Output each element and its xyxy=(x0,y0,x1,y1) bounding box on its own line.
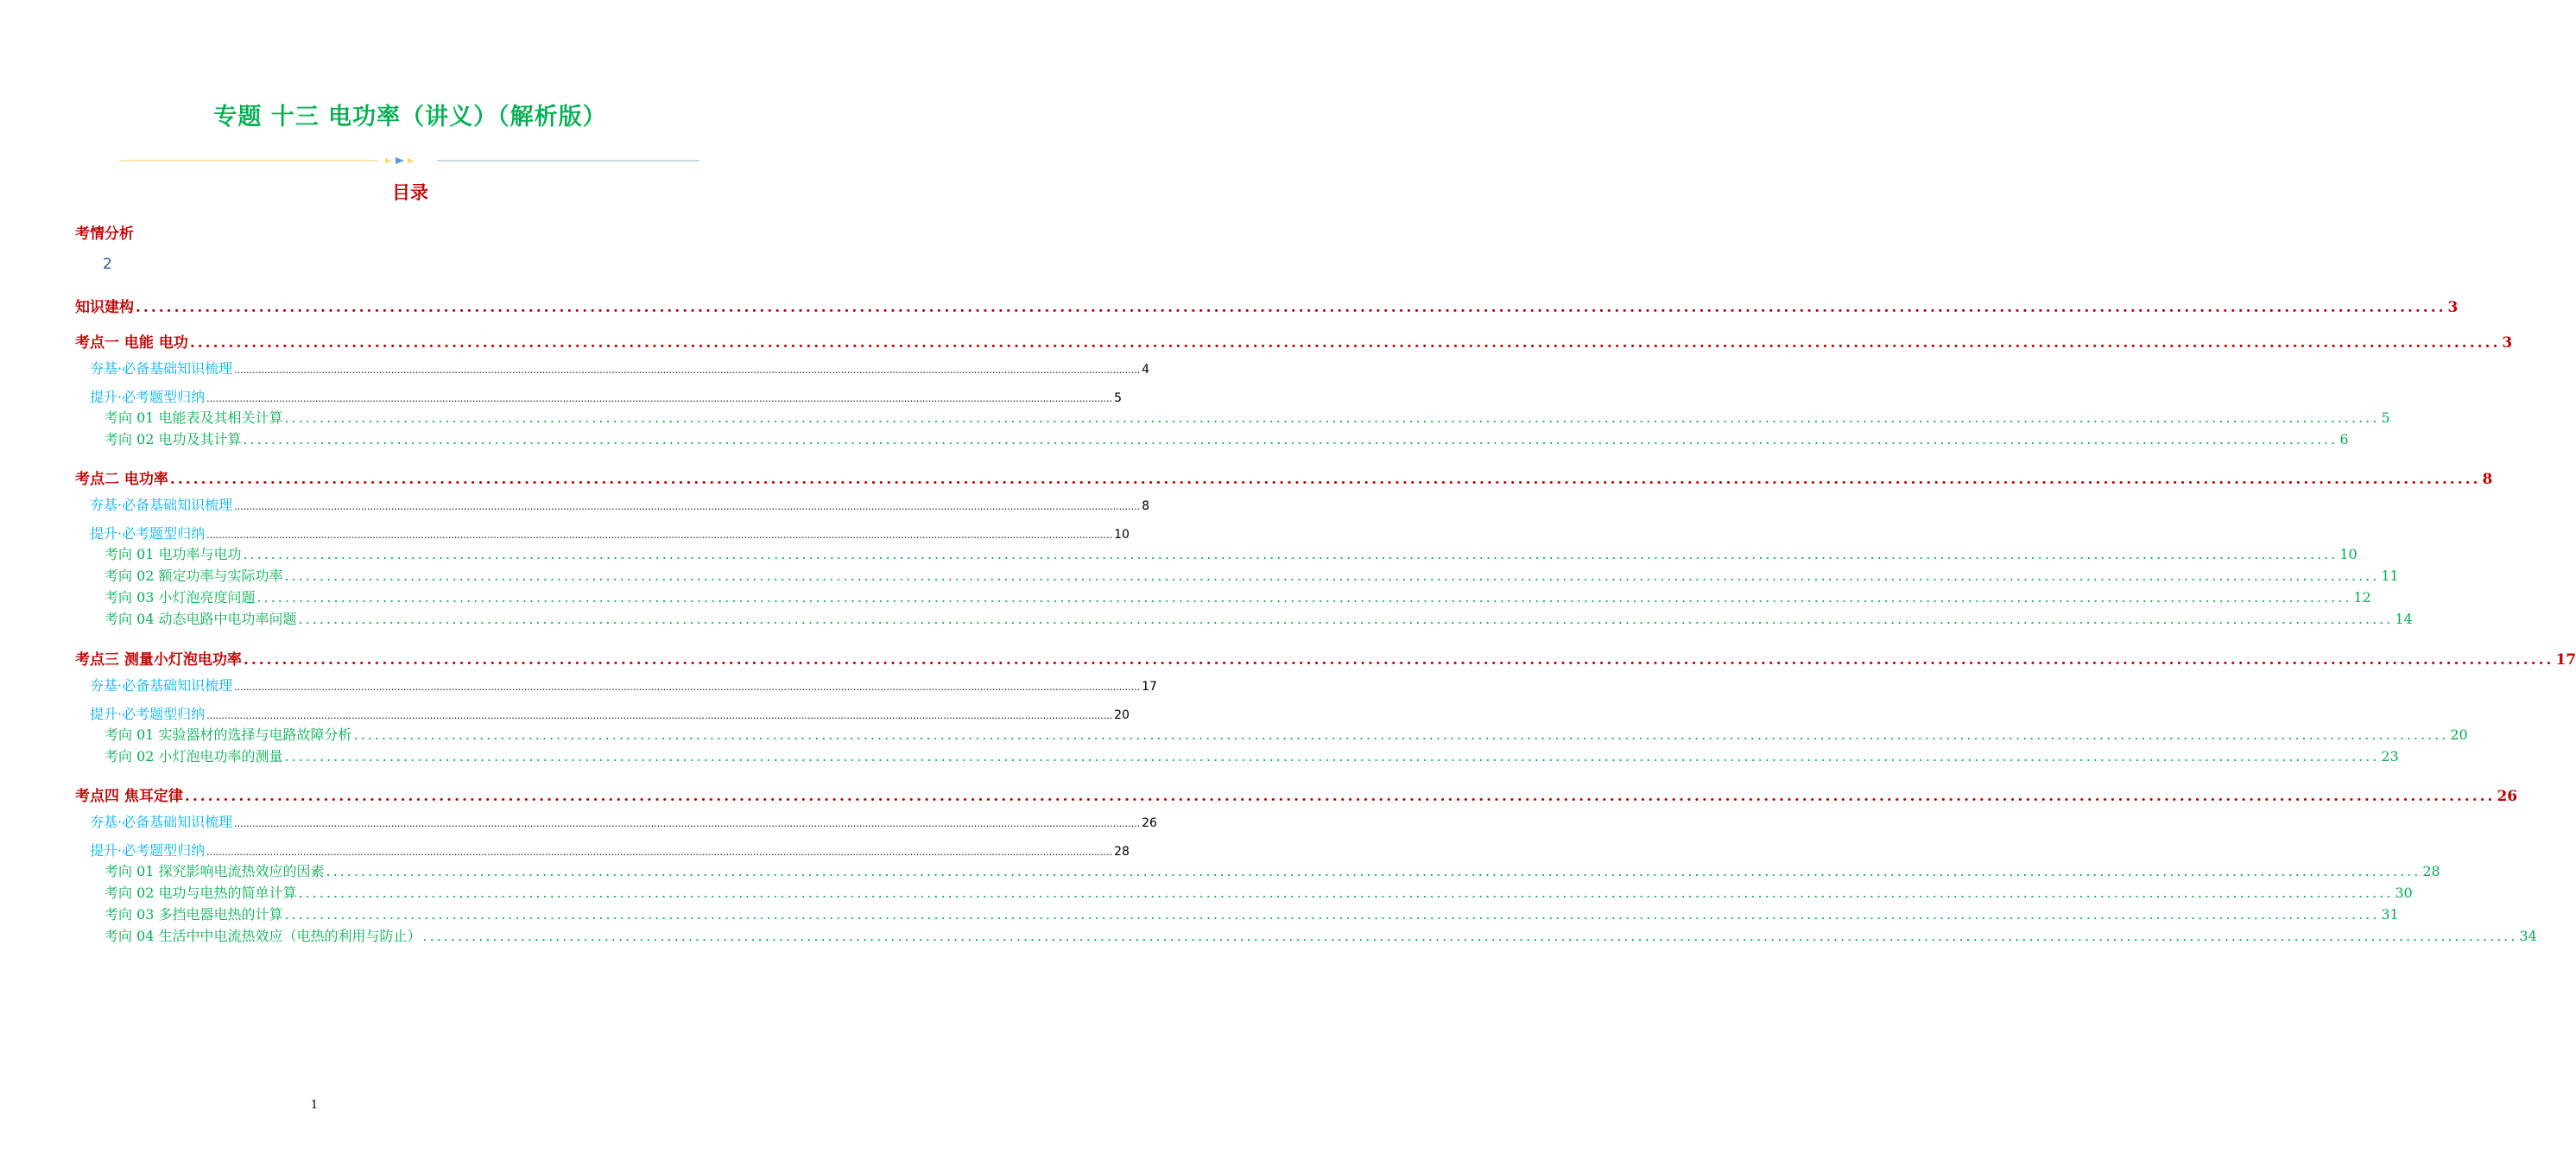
toc-item-4-4[interactable] xyxy=(104,925,2537,945)
toc-section-title: 考点三 测量小灯泡电功率 xyxy=(75,651,242,669)
toc-basics-label: 夯基·必备基础知识梳理 xyxy=(90,497,233,513)
toc-item-label: 考向 02 电功及其计算 xyxy=(104,431,242,447)
toc-item-label: 考向 01 电能表及其相关计算 xyxy=(104,409,283,426)
toc-item-3-2[interactable] xyxy=(104,745,2399,765)
toc-item-4-2[interactable] xyxy=(104,882,2413,902)
toc-page-number: 26 xyxy=(1142,816,1157,830)
toc-page-number: 31 xyxy=(2381,906,2399,923)
toc-leader-dots: ............................................................................................................................................................................................................................................................................................................ xyxy=(284,568,2380,584)
toc-section-title: 考点一 电能 电功 xyxy=(75,334,188,352)
toc-page-number: 28 xyxy=(1114,845,1130,859)
toc-item-4-1[interactable] xyxy=(104,860,2440,880)
toc-leader-dots: ............................................................................................................................................................................................................................................................................................................ xyxy=(326,863,2421,879)
toc-leader-dots: ............................................................................................................................................................................................................................................................................................................ xyxy=(298,611,2394,627)
toc-page-number: 17 xyxy=(2555,651,2576,669)
divider-arrow-blue xyxy=(396,157,404,164)
toc-leader-dots: ............................................................................................................................................................................................................................................................................................................ xyxy=(206,710,1113,721)
toc-page-number: 6 xyxy=(2339,431,2349,447)
toc-section-4[interactable] xyxy=(75,784,2518,805)
toc-practice-label: 提升·必考题型归纳 xyxy=(90,525,206,542)
toc-page-number: 12 xyxy=(2353,589,2371,606)
toc-item-1-1[interactable] xyxy=(104,407,2390,427)
toc-leader-dots: ............................................................................................................................................................................................................................................................................................................ xyxy=(243,651,2554,669)
toc-basics-3[interactable] xyxy=(90,675,1157,695)
toc-item-label: 考向 01 探究影响电流热效应的因素 xyxy=(104,863,325,879)
toc-leader-dots: ............................................................................................................................................................................................................................................................................................................ xyxy=(234,818,1141,829)
toc-leader-dots: ............................................................................................................................................................................................................................................................................................................ xyxy=(353,726,2449,743)
toc-section-2[interactable] xyxy=(75,466,2493,488)
title-divider xyxy=(119,152,699,169)
page-number: 1 xyxy=(310,1099,319,1112)
toc-item-3-1[interactable] xyxy=(104,724,2468,744)
toc-page-number: 28 xyxy=(2422,863,2440,879)
toc-leader-dots: ............................................................................................................................................................................................................................................................................................................ xyxy=(189,334,2501,352)
toc-basics-4[interactable] xyxy=(90,811,1157,831)
toc-leader-dots: ............................................................................................................................................................................................................................................................................................................ xyxy=(243,546,2339,562)
toc-leader-dots: ............................................................................................................................................................................................................................................................................................................ xyxy=(234,365,1141,376)
toc-section-title: 考点四 焦耳定律 xyxy=(75,788,183,805)
toc-item-label: 考向 03 小灯泡亮度问题 xyxy=(104,589,256,606)
toc-leader-dots: ............................................................................................................................................................................................................................................................................................................ xyxy=(234,501,1141,512)
toc-leader-dots: ............................................................................................................................................................................................................................................................................................................ xyxy=(234,682,1141,693)
toc-leader-dots: ............................................................................................................................................................................................................................................................................................................ xyxy=(184,788,2496,805)
toc-practice-label: 提升·必考题型归纳 xyxy=(90,706,206,722)
toc-section-title: 考点二 电功率 xyxy=(75,471,168,488)
toc-item-1-2[interactable] xyxy=(104,428,2349,448)
toc-leader-dots: ............................................................................................................................................................................................................................................................................................................ xyxy=(284,748,2380,764)
toc-heading: 目录 xyxy=(392,181,428,203)
toc-leader-dots: ............................................................................................................................................................................................................................................................................................................ xyxy=(256,589,2352,606)
toc-item-label: 考向 01 实验器材的选择与电路故障分析 xyxy=(104,726,352,743)
divider-arrow-yellow-2 xyxy=(408,158,415,163)
toc-entry-label: 知识建构 xyxy=(75,299,134,316)
toc-practice-label: 提升·必考题型归纳 xyxy=(90,842,206,859)
toc-page-number: 5 xyxy=(2381,409,2390,426)
divider-arrow-yellow xyxy=(385,158,392,163)
toc-leader-dots: ............................................................................................................................................................................................................................................................................................................ xyxy=(206,393,1113,404)
toc-page-number: 23 xyxy=(2381,748,2399,764)
toc-item-label: 考向 04 动态电路中电功率问题 xyxy=(104,611,297,627)
toc-basics-label: 夯基·必备基础知识梳理 xyxy=(90,360,233,377)
toc-basics-label: 夯基·必备基础知识梳理 xyxy=(90,814,233,830)
document-title: 专题 十三 电功率（讲义）（解析版） xyxy=(213,104,607,130)
toc-page-number: 8 xyxy=(2482,471,2493,488)
toc-page-number: 11 xyxy=(2381,568,2399,584)
toc-page-number: 17 xyxy=(1142,680,1157,694)
toc-item-label: 考向 02 额定功率与实际功率 xyxy=(104,568,283,584)
toc-leader-dots: ............................................................................................................................................................................................................................................................................................................ xyxy=(206,847,1113,858)
toc-item-2-4[interactable] xyxy=(104,608,2413,628)
toc-page-number: 10 xyxy=(2339,546,2358,562)
toc-item-4-3[interactable] xyxy=(104,904,2399,923)
toc-practice-4[interactable] xyxy=(90,840,1130,860)
toc-page-number: 5 xyxy=(1114,391,1122,405)
toc-practice-3[interactable] xyxy=(90,703,1130,723)
toc-basics-2[interactable] xyxy=(90,494,1149,514)
toc-section-3[interactable] xyxy=(75,647,2576,669)
toc-item-2-3[interactable] xyxy=(104,587,2371,606)
toc-entry-knowledge[interactable] xyxy=(75,295,2459,316)
toc-basics-1[interactable] xyxy=(90,358,1149,377)
toc-practice-2[interactable] xyxy=(90,523,1130,542)
toc-page-number: 34 xyxy=(2519,928,2537,944)
toc-item-label: 考向 04 生活中中电流热效应（电热的利用与防止） xyxy=(104,928,421,944)
toc-page-number: 10 xyxy=(1114,528,1130,542)
toc-leader-dots: ............................................................................................................................................................................................................................................................................................................ xyxy=(136,299,2446,316)
toc-page-number: 4 xyxy=(1142,363,1149,377)
toc-section-1[interactable] xyxy=(75,330,2513,352)
toc-page-number: 20 xyxy=(1114,708,1130,722)
toc-leader-dots: ............................................................................................................................................................................................................................................................................................................ xyxy=(284,906,2380,923)
toc-basics-label: 夯基·必备基础知识梳理 xyxy=(90,677,233,694)
toc-item-label: 考向 02 电功与电热的简单计算 xyxy=(104,885,297,901)
toc-page-number: 3 xyxy=(2447,299,2459,316)
toc-leader-dots: ............................................................................................................................................................................................................................................................................................................ xyxy=(422,928,2518,944)
toc-leader-dots: ............................................................................................................................................................................................................................................................................................................ xyxy=(284,409,2380,426)
toc-page-number: 26 xyxy=(2497,788,2518,805)
toc-page-number: 8 xyxy=(1142,499,1149,513)
toc-practice-1[interactable] xyxy=(90,386,1122,406)
toc-item-2-1[interactable] xyxy=(104,543,2358,563)
toc-item-label: 考向 01 电功率与电功 xyxy=(104,546,242,562)
toc-item-label: 考向 03 多挡电器电热的计算 xyxy=(104,906,283,923)
toc-page-number: 14 xyxy=(2395,611,2413,627)
toc-entry-analysis[interactable]: 考情分析 xyxy=(75,225,134,243)
toc-entry-analysis-page: 2 xyxy=(103,256,112,273)
toc-page-number: 3 xyxy=(2502,334,2513,352)
toc-page-number: 20 xyxy=(2450,726,2468,743)
toc-leader-dots: ............................................................................................................................................................................................................................................................................................................ xyxy=(169,471,2481,488)
toc-practice-label: 提升·必考题型归纳 xyxy=(90,389,206,405)
toc-item-2-2[interactable] xyxy=(104,565,2399,585)
toc-leader-dots: ............................................................................................................................................................................................................................................................................................................ xyxy=(298,885,2394,901)
toc-page-number: 30 xyxy=(2395,885,2413,901)
toc-leader-dots: ............................................................................................................................................................................................................................................................................................................ xyxy=(243,431,2339,447)
toc-leader-dots: ............................................................................................................................................................................................................................................................................................................ xyxy=(206,530,1113,541)
toc-item-label: 考向 02 小灯泡电功率的测量 xyxy=(104,748,283,764)
